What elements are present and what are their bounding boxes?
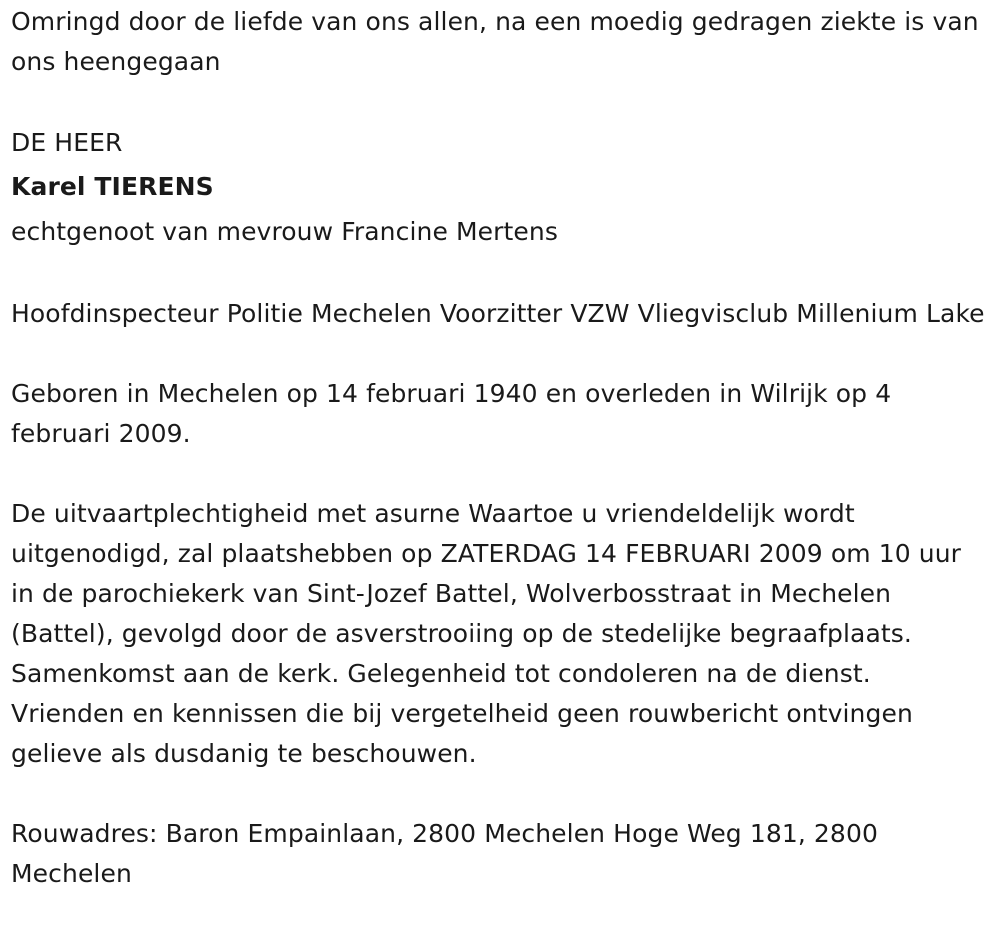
intro-text: Omringd door de liefde van ons allen, na een moedig gedragen ziekte is van ons heengegaan	[11, 7, 979, 76]
birth-death-text: Geboren in Mechelen op 14 februari 1940 en overleden in Wilrijk op 4 februari 2009.	[11, 379, 892, 448]
spacer	[11, 254, 988, 294]
ceremony-text: De uitvaartplechtigheid met asurne Waartoe u vriendeldelijk wordt uitgenodigd, zal plaatshebben op ZATERDAG 14 FEBRUARI 2009 om 10 uur in de parochiekerk van Sint-Jozef Battel, Wolverbosstraat in Mechelen (Battel), gevolgd door de asverstrooiing op de stedelijke begraafplaats. Samenkomst aan de kerk. Gelegenheid tot condoleren na de dienst. Vrienden en kennissen die bij vergetelheid geen rouwbericht ontvingen gelieve als dusdanig te beschouwen.	[11, 499, 962, 768]
function-text: Hoofdinspecteur Politie Mechelen Voorzitter VZW Vliegvisclub Millenium Lake	[11, 299, 985, 328]
spacer	[11, 334, 988, 374]
address-text: Rouwadres: Baron Empainlaan, 2800 Mechelen Hoge Weg 181, 2800 Mechelen	[11, 819, 878, 888]
spouse-line: echtgenoot van mevrouw Francine Mertens	[11, 217, 558, 246]
spacer	[11, 454, 988, 494]
deceased-name: Karel TIERENS	[11, 172, 214, 201]
honorific: DE HEER	[11, 128, 123, 157]
spacer	[11, 774, 988, 814]
spacer	[11, 82, 988, 122]
